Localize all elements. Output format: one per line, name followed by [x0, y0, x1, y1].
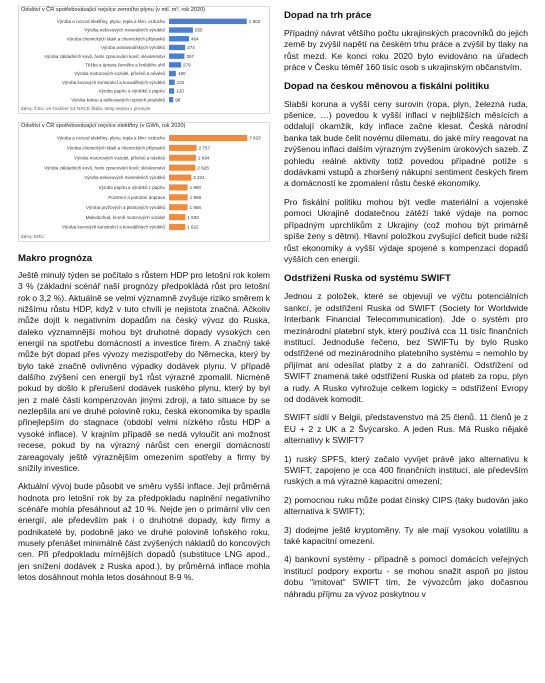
paragraph: 2) pomocnou ruku může podat čínský CIPS (taky budován jako alternativa k SWIFT);: [284, 494, 528, 517]
right-column: [284, 0, 528, 600]
data-label: 2 757: [198, 145, 211, 151]
category-label: Výroba papíru a výrobků z papíru: [98, 185, 165, 191]
electricity-bar-chart-svg: [19, 130, 269, 234]
category-label: Těžba a úprava černého a hnědého uhlí: [85, 62, 165, 68]
data-label: 2 628: [197, 165, 209, 171]
bar: [169, 174, 191, 180]
chart-title: Odvětví v ČR spotřebovávající nejvíce elektřiny (v GWh, rok 2020): [21, 123, 186, 129]
category-label: Výroba kovových konstrukcí a kovodělných výrobků: [61, 224, 165, 230]
bar: [169, 165, 195, 171]
paragraph: SWIFT sídlí v Belgii, představenstvo má 25 členů. 11 členů je z EU + 2 z UK a 2 Švýcarsko. A jeden Rus. Má Rusko nějaké alternativy k SWIFT?: [284, 412, 528, 446]
category-label: Výroba potravinářských výrobků: [100, 45, 165, 51]
bar: [169, 145, 197, 151]
section-heading: Odstřižení Ruska od systému SWIFT: [284, 273, 451, 285]
data-label: 2 224: [193, 175, 205, 181]
data-label: 374: [187, 45, 195, 51]
section-heading: Dopad na trh práce: [284, 10, 372, 21]
section-heading: Dopad na českou měnovou a fiskální politiku: [284, 80, 490, 92]
data-label: 132: [176, 79, 185, 85]
data-label: 464: [191, 36, 199, 42]
gas-consumption-chart: [18, 6, 270, 114]
paragraph: Případný návrat většího počtu ukrajinských pracovníků do jejich země by zvýšil napětí na českém trhu práce a zvýšil by tlaky na růst mezd. Ke konci roku 2020 bylo evidováno na úřadech práce v Česku téměř 160 tisíc osob s ukrajinským občanstvím.: [284, 28, 528, 73]
data-label: 279: [183, 62, 191, 68]
bar: [169, 80, 175, 85]
category-label: Výroba nekovových minerálních výrobků: [84, 175, 165, 181]
data-label: 98: [175, 97, 181, 103]
data-label: 2 694: [197, 155, 210, 161]
data-label: 7 823: [249, 135, 261, 141]
electricity-consumption-chart: [18, 122, 270, 242]
bar: [169, 155, 196, 161]
data-label: 1 622: [187, 224, 199, 230]
left-column: [18, 0, 270, 583]
category-label: Výroba papíru a výrobků z papíru: [98, 88, 165, 94]
macro-forecast-section: [18, 253, 270, 583]
category-label: Výroba nekovových minerálních výrobků: [84, 27, 165, 33]
paragraph: Slabší koruna a vyšší ceny surovin (ropa, plyn, železná ruda, pšenice, …) povedou k vyšší inflaci v nejbližších měsících a oddalují okamžik, kdy inflace začne klesat. Česká národní banka tak bude čelit novému dilematu, do jaké míry reagovat na zvýšenou inflaci dalším výrazným zvýšením úrokových sazeb. Z pohledu reálné aktivity totiž povedou případné potíže s dodávkami vstupů a zhoršený nákupní sentiment českých firem a domácností ke zpomalení růstu české ekonomiky.: [284, 98, 528, 189]
data-label: 1 633: [187, 214, 199, 220]
bar: [169, 53, 184, 58]
chart-title: Odvětví v ČR spotřebovávající nejvíce zemního plynu (v mil. m³, rok 2020): [21, 7, 206, 13]
category-label: Výroba kovových konstrukcí a kovodělných výrobků: [61, 79, 165, 85]
bar: [169, 194, 188, 200]
paragraph: 1) ruský SPFS, který začalo vyvíjet právě jako alternativu k SWIFT, zapojeno je cca 400 finančních institucí, ale především ruských a má výrazné kapacitní omezení;: [284, 453, 528, 487]
bar: [169, 19, 247, 24]
bar: [169, 214, 185, 220]
chart-source: Zdroj: ERÚ: [21, 234, 44, 239]
data-label: 1 860: [189, 185, 202, 191]
category-label: Výroba motorových vozidel, přívěsů a návěsů: [74, 71, 165, 77]
category-label: Výroba pryžových a plastových výrobků: [85, 204, 165, 210]
category-label: Výroba základních kovů, hutní zpracování kovů; slévárenství: [44, 165, 165, 171]
chart-source: Zdroj: ČSÚ, ve značení CZ NACE škála, testy nejsou v promyle: [21, 106, 151, 111]
paragraph: 3) dodejme ještě kryptoměny. Ty ale mají vysokou volatilitu a také kapacitní omezení.: [284, 524, 528, 547]
data-label: 1 802: [248, 18, 261, 24]
section-heading: Makro prognóza: [18, 253, 93, 264]
bar: [169, 97, 173, 102]
data-label: 1 856: [189, 204, 202, 210]
bar: [169, 45, 185, 50]
bar: [169, 224, 185, 230]
category-label: Výroba chemických látek a chemických přípravků: [66, 36, 165, 42]
category-label: Výroba a rozvod elektřiny, plynu, tepla a klim. vzduchu: [56, 18, 165, 24]
data-label: 357: [186, 53, 195, 59]
category-label: Výroba chemických látek a chemických přípravků: [66, 145, 165, 151]
paragraph: Ještě minulý týden se počítalo s růstem HDP pro letošní rok kolem 3 % (základní scénář naší prognózy předpokládá růst pro letošní rok o 3,2 %). Aktuálně se velmi významně zvyšuje riziko směrem k nižšímu růstu HDP, když v tuto chvíli je nejistota značná. Ačkoliv může dojít k negativním dopadům na český vývoz do Ruska, daleko významnější mohou být druhotné dopady vysokých cen energií na spotřebu domácností a investice firem. A značný také může být dopad přes vývozy mezispotřeby do Německa, který by bylo také značně ovlivněno výpadky dodávek plynu. V případě dalšího zvýšení cen energií by1 růst výrazně zpomalil. Nicméně pokud by došlo k přerušení dodávek ruského plynu, který by byl jen z malé části kompenzován jinými zdroji, a tato situace by se nezlepšila ani ve druhé polovině roku, česká ekonomika by spadla přinejlepším do stagnace (období velmi nízkého růstu HDP a vysoké inflace). V krajním případě se nedá vyloučit ani možnost recese, pokud by na výrazný nárůst cen energií domácnosti zareagovaly ještě výraznějším omezením spotřeby a firmy by snížily investice.: [18, 270, 270, 473]
bar: [169, 88, 174, 93]
bar: [169, 184, 188, 190]
paragraph: Aktuální vývoj bude působit ve směru vyšší inflace. Její průměrná hodnota pro letošní rok by za předpokladu naplnění negativního scénáře mohla přesáhnout až 10 %. Nejde jen o primární vliv cen energií, ale především pak i o druhotné dopady, kdy firmy a podnikatelé by, podobně jako ve druhé polovině loňského roku, musely přenášet minimálně část zvýšených nákladů do koncových cen. Při předpokladu mírnějších dopadů (substituce LNG apod., jen snížení dodávek z Ruska apod.), by průměrná inflace mohla letos dosáhnout mohla letos dosáhnout 8-9 %.: [18, 481, 270, 582]
data-label: 555: [194, 27, 203, 33]
gas-bar-chart-svg: [19, 14, 269, 106]
category-label: Maloobchod, kromě motorových vozidel: [85, 214, 165, 220]
data-label: 120: [176, 88, 184, 94]
category-label: Výroba koksu a rafinovaných ropných produktů: [71, 97, 165, 103]
category-label: Výroba a rozvod elektřiny, plynu, tepla a klim. vzduchu: [56, 135, 165, 141]
category-label: Pozemní a potrubní doprava: [108, 194, 165, 200]
bar: [169, 71, 176, 76]
bar: [169, 62, 181, 67]
paragraph: Jednou z položek, které se objevují ve výčtu potenciálních sankcí, je odstřižení Ruska od SWIFT (Society for Worldwide Interbank Financial Telecommunication). Jde o systém pro mezinárodní platební styk, který používá cca 11 tisíc finančních institucí. Jednoduše řečeno, bez SWIFTu by bylo Rusko odstřižené od mezinárodního platebního systému = nemohlo by přijímat ani odesílat platby z a do zahraničí. Odstřižení od SWIFT znamená také odstřižení Ruska od plateb za ropu, plyn a rudy. A Rusko vyhrožuje celkem logicky = odstřižení Evropy od dodávek komodit.: [284, 291, 528, 404]
category-label: Výroba základních kovů, hutní zpracování kovů; slévárenství: [44, 53, 165, 59]
data-label: 1 868: [189, 194, 202, 200]
paragraph: Pro fiskální politiku mohou být vedle materiální a vojenské pomoci Ukrajině dodatečnou zátěží také výdaje na pomoc případným uprchlíkům z Ukrajiny (což mohou být primárně spíše ženy s dětmi). Hlavní položkou zvyšující deficit bude nižší růst ekonomiky a vyšší výdaje spojené s kompenzací dopadů vyšších cen energií.: [284, 196, 528, 264]
bar: [169, 36, 189, 41]
bar: [169, 204, 188, 210]
bar: [169, 135, 247, 141]
data-label: 160: [177, 71, 186, 77]
paragraph: 4) bankovní systémy - případně s pomocí domácích veřejných institucí podpory exportu - se mohou snažit aspoň po jistou dobu "imitovat" SWIFT tím, že vývozcům jako dočasnou náhradu příjmu za vývoz poskytnou v: [284, 554, 528, 599]
category-label: Výroba motorových vozidel, přívěsů a návěsů: [74, 155, 165, 161]
bar: [169, 27, 193, 32]
